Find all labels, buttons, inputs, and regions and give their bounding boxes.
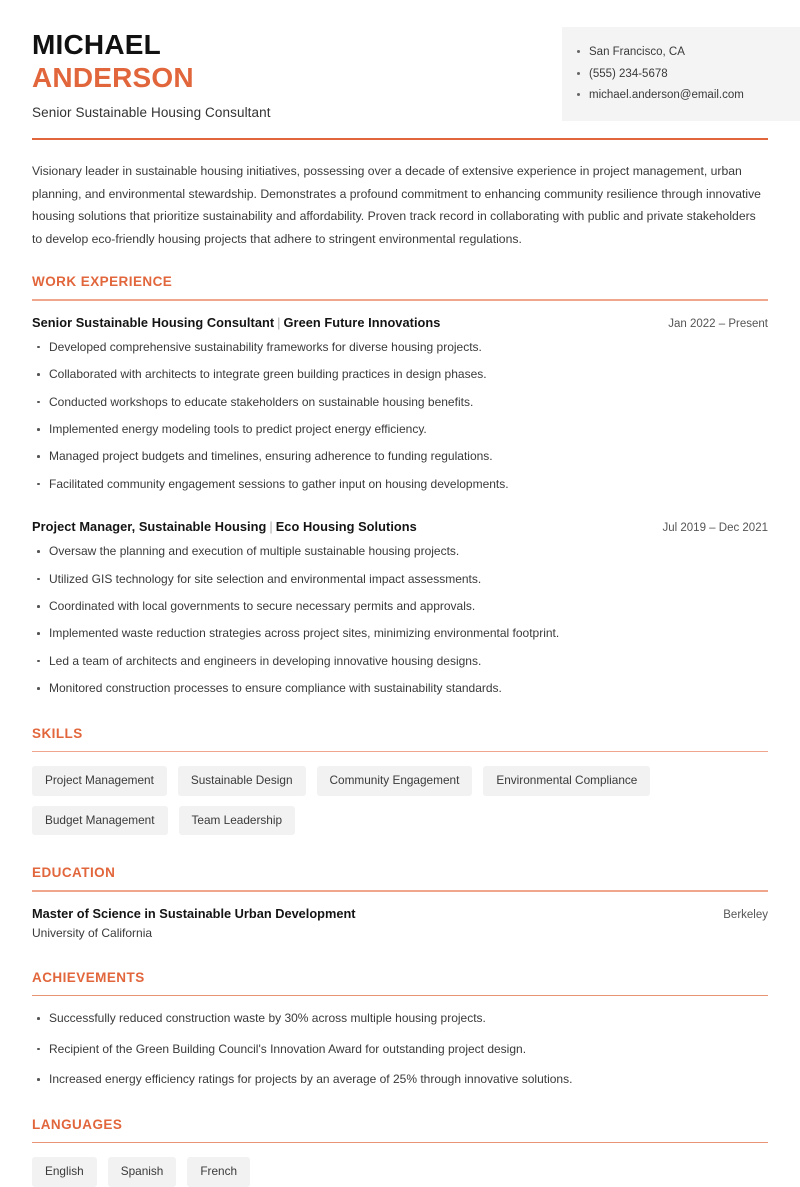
experience-bullet: Coordinated with local governments to secure necessary permits and approvals.: [32, 598, 768, 615]
contact-item-email[interactable]: michael.anderson@email.com: [576, 87, 760, 104]
contact-item-location: San Francisco, CA: [576, 44, 760, 61]
section-languages: [32, 1117, 768, 1187]
language-tag: Spanish: [108, 1157, 177, 1187]
resume-header: [0, 0, 800, 121]
professional-summary: Visionary leader in sustainable housing initiatives, possessing over a decade of extensive experience in project management, urban planning, and environmental stewardship. Demonstrates a profound commitment to enhancing community resilience through innovative housing solutions that prioritize sustainability and affordability. Proven track record in collaborating with public and private stakeholders to develop eco-friendly housing projects that adhere to stringent environmental regulations.: [32, 164, 761, 246]
section-title-education: EDUCATION: [32, 865, 116, 881]
section-divider-languages: [32, 1142, 768, 1144]
experience-separator: |: [269, 519, 273, 535]
section-skills: [32, 726, 768, 836]
experience-bullet: Managed project budgets and timelines, ensuring adherence to funding regulations.: [32, 448, 768, 465]
section-divider-achievements: [32, 995, 768, 997]
resume-content: [0, 160, 800, 1187]
experience-entry-header: [32, 519, 768, 534]
experience-bullet: Oversaw the planning and execution of multiple sustainable housing projects.: [32, 543, 768, 560]
section-title-languages: LANGUAGES: [32, 1116, 123, 1132]
experience-date-range: Jan 2022 – Present: [668, 317, 768, 330]
section-achievements: [32, 970, 768, 1089]
section-education: [32, 865, 768, 940]
education-entry-header: [32, 906, 768, 921]
experience-entry: [32, 315, 768, 493]
experience-bullet: Utilized GIS technology for site selection and environmental impact assessments.: [32, 571, 768, 588]
section-divider-education: [32, 890, 768, 892]
experience-separator: |: [277, 314, 281, 330]
skill-tag: Team Leadership: [179, 806, 296, 836]
language-tag: English: [32, 1157, 97, 1187]
headline-job-title: Senior Sustainable Housing Consultant: [32, 105, 271, 121]
full-name: [32, 28, 271, 94]
skill-tag: Budget Management: [32, 806, 168, 836]
education-school: University of California: [32, 925, 153, 940]
skills-tag-list: [32, 766, 768, 835]
section-divider-skills: [32, 751, 768, 753]
education-location: Berkeley: [723, 908, 768, 921]
contact-item-phone[interactable]: (555) 234-5678: [576, 66, 760, 83]
experience-bullet-list: [32, 339, 768, 493]
experience-company: Green Future Innovations: [283, 314, 441, 330]
experience-bullet: Led a team of architects and engineers in developing innovative housing designs.: [32, 653, 768, 670]
section-title-work-experience: WORK EXPERIENCE: [32, 274, 173, 290]
experience-bullet: Conducted workshops to educate stakeholders on sustainable housing benefits.: [32, 394, 768, 411]
experience-entry: [32, 519, 768, 697]
experience-entry-header: [32, 315, 768, 330]
experience-company: Eco Housing Solutions: [275, 519, 417, 535]
education-entry: [32, 906, 768, 940]
section-title-skills: SKILLS: [32, 725, 83, 741]
contact-info-box: [562, 27, 800, 121]
experience-bullet: Implemented waste reduction strategies across project sites, minimizing environmental footprint.: [32, 625, 768, 642]
experience-title-line: [32, 315, 440, 330]
first-name: MICHAEL: [32, 29, 161, 60]
experience-bullet-list: [32, 543, 768, 697]
contact-list: [576, 44, 760, 104]
experience-title-line: [32, 519, 417, 534]
experience-bullet: Implemented energy modeling tools to predict project energy efficiency.: [32, 421, 768, 438]
achievements-bullet-list: [32, 1010, 768, 1088]
skill-tag: Community Engagement: [317, 766, 473, 796]
experience-date-range: Jul 2019 – Dec 2021: [662, 522, 768, 535]
skill-tag: Sustainable Design: [178, 766, 306, 796]
achievement-bullet: Successfully reduced construction waste by 30% across multiple housing projects.: [32, 1010, 768, 1027]
last-name: ANDERSON: [32, 62, 194, 94]
skill-tag: Environmental Compliance: [483, 766, 650, 796]
experience-bullet: Facilitated community engagement sessions to gather input on housing developments.: [32, 476, 768, 493]
experience-role: Senior Sustainable Housing Consultant: [32, 314, 275, 330]
languages-tag-list: [32, 1157, 768, 1187]
education-degree: Master of Science in Sustainable Urban Development: [32, 905, 356, 921]
achievement-bullet: Recipient of the Green Building Council's Innovation Award for outstanding project design.: [32, 1041, 768, 1058]
skill-tag: Project Management: [32, 766, 167, 796]
section-divider-work-experience: [32, 299, 768, 301]
header-identity: [32, 22, 271, 120]
section-title-achievements: ACHIEVEMENTS: [32, 969, 145, 985]
experience-bullet: Developed comprehensive sustainability frameworks for diverse housing projects.: [32, 339, 768, 356]
experience-bullet: Monitored construction processes to ensure compliance with sustainability standards.: [32, 680, 768, 697]
experience-bullet: Collaborated with architects to integrate green building practices in design phases.: [32, 366, 768, 383]
section-work-experience: [32, 274, 768, 697]
header-divider: [32, 138, 768, 140]
language-tag: French: [187, 1157, 250, 1187]
achievement-bullet: Increased energy efficiency ratings for projects by an average of 25% through innovative solutions.: [32, 1071, 768, 1088]
experience-role: Project Manager, Sustainable Housing: [32, 519, 267, 535]
